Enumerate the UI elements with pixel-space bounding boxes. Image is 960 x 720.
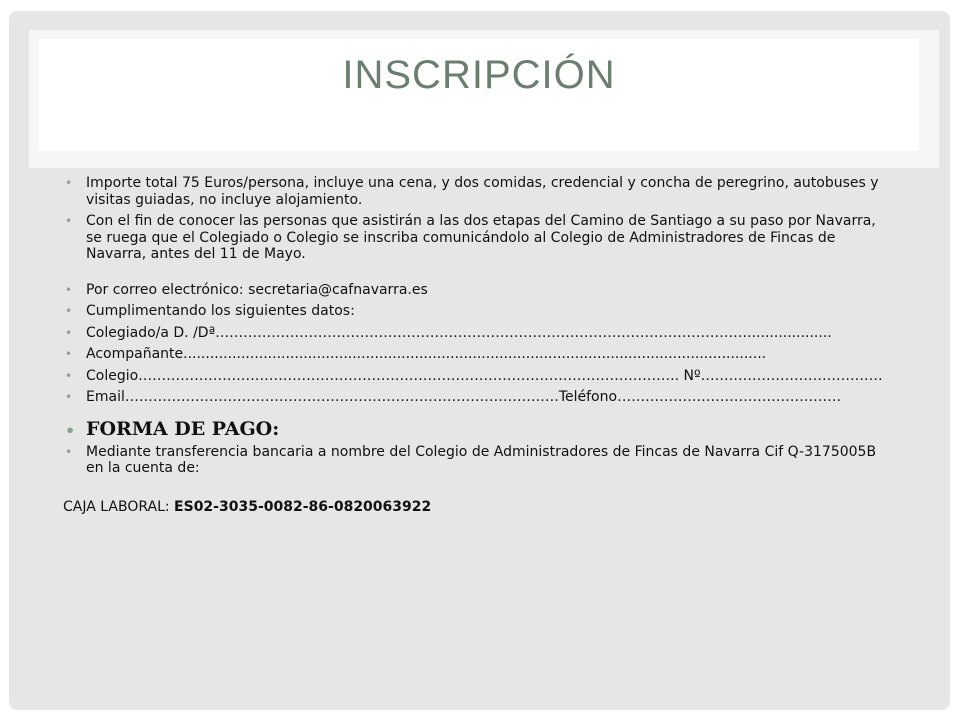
bank-label: CAJA LABORAL: — [63, 498, 175, 515]
title-inner — [39, 39, 919, 151]
content-body — [63, 175, 883, 515]
list-item-payment: • Mediante transferencia bancaria a nombre del Colegio de Administradores de Fincas de Navarra Cif Q-3175005B en la cuenta de: — [63, 444, 883, 477]
list-item-fill-data: • Cumplimentando los siguientes datos: — [63, 303, 883, 320]
list-item-email: • Por correo electrónico: secretaria@cafnavarra.es — [63, 282, 883, 299]
list-item-email-phone: • Email…………………………………………………………………………………Teléfono………………………………………… — [63, 389, 883, 406]
list-item-acompanante: • Acompañante................................................................................................................................... — [63, 346, 883, 363]
payment-heading: • FORMA DE PAGO: — [63, 417, 883, 441]
bank-account-line — [63, 499, 883, 515]
title-box — [29, 30, 939, 168]
list-item-registration: • Con el fin de conocer las personas que asistirán a las dos etapas del Camino de Santiago a su paso por Navarra, se ruega que el Colegiado o Colegio se inscriba comunicándolo al Colegio de Administradores de Fincas de Navarra, antes del 11 de Mayo. — [63, 213, 883, 263]
list-item-price: • Importe total 75 Euros/persona, incluye una cena, y dos comidas, credencial y concha de peregrino, autobuses y visitas guiadas, no incluye alojamiento. — [63, 175, 883, 208]
spacer — [63, 268, 883, 282]
bank-account-number: ES02-3035-0082-86-0820063922 — [174, 498, 432, 515]
list-item-colegio: • Colegio…………………………………………………………………………………………………….. Nº………………………………… — [63, 368, 883, 385]
list-item-colegiado: • Colegiado/a D. /Dª……………………………………………………………………………………………………................... — [63, 325, 883, 342]
page-title: INSCRIPCIÓN — [342, 53, 616, 97]
